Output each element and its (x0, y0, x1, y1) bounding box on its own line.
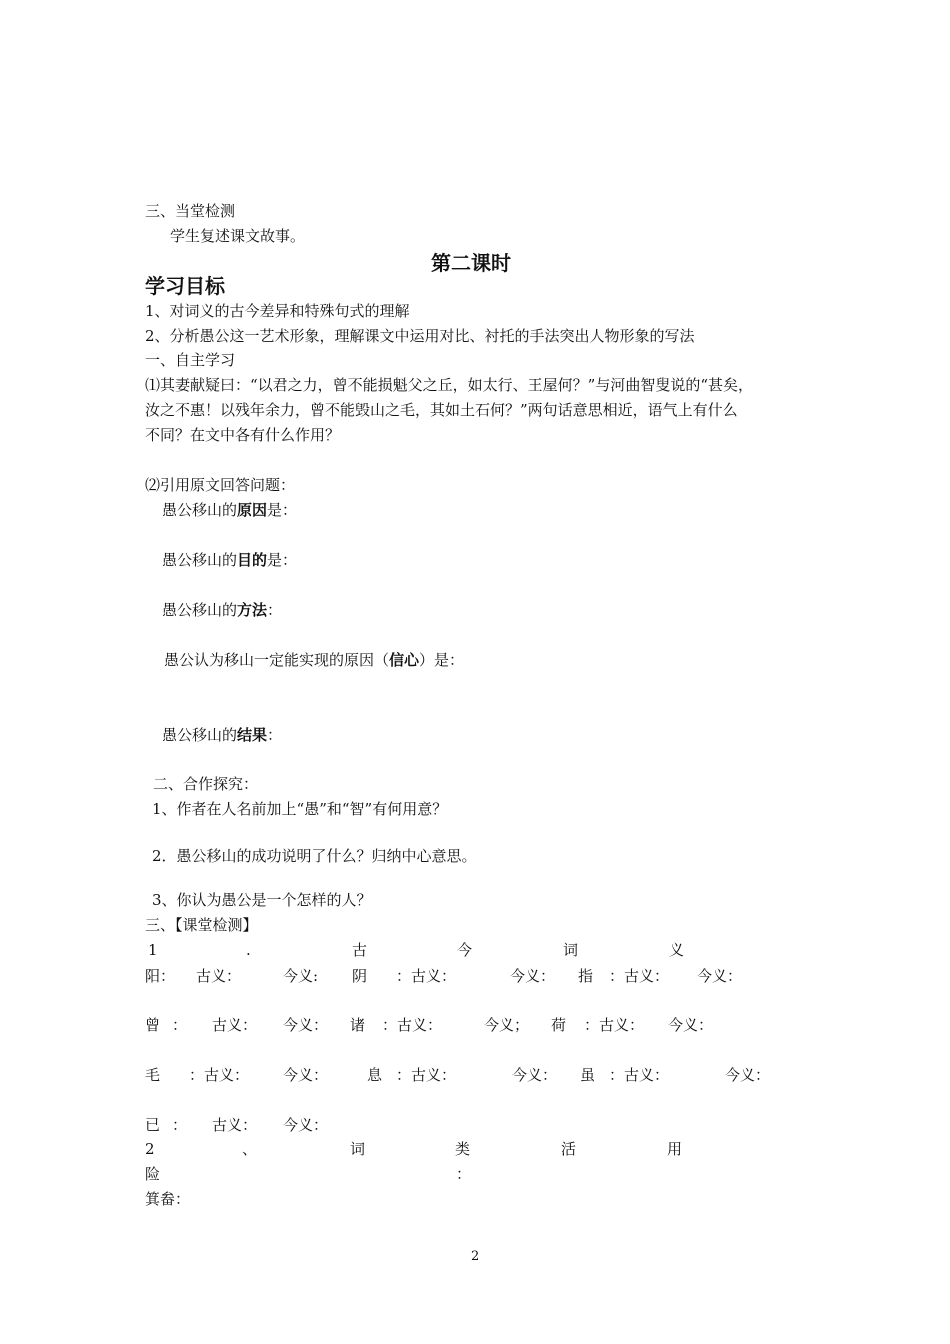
q2-item-reason (162, 500, 297, 520)
lesson-title: 第二课时 (431, 251, 511, 275)
gujin-cell: 今义： (725, 1066, 771, 1084)
cilei-header-char: 、 (242, 1140, 258, 1158)
gujin-cell: ： (172, 1116, 188, 1134)
gujin-header-char: 古 (352, 941, 368, 959)
gujin-cell: 今义； (484, 1016, 530, 1034)
q1-line-2: 汝之不惠！以残年余力，曾不能毁山之毛，其如土石何？”两句话意思相近，语气上有什么 (145, 401, 738, 419)
q2-item-post: ： (267, 601, 283, 619)
gujin-cell: ：古义： (189, 1066, 250, 1084)
q2-item-post: 是： (267, 551, 298, 569)
gujin-cell: 今义： (512, 1066, 558, 1084)
goal-2: 2、分析愚公这一艺术形象，理解课文中运用对比、衬托的手法突出人物形象的写法 (145, 327, 695, 345)
gujin-cell: 曾 (145, 1016, 161, 1034)
cilei-item: 险 (145, 1165, 161, 1183)
gujin-cell: 今义: (283, 967, 319, 985)
q1-line-3: 不同？在文中各有什么作用？ (145, 426, 341, 444)
gujin-cell: ：古义： (609, 967, 670, 985)
gujin-header-char: . (246, 941, 251, 959)
section3-title: 三、当堂检测 (145, 202, 236, 220)
goal-1: 1、对词义的古今差异和特殊句式的理解 (145, 302, 410, 320)
page-number: 2 (471, 1249, 480, 1264)
cilei-header-char: 类 (455, 1140, 471, 1158)
gujin-cell: 指 (578, 967, 594, 985)
q2-item-bold: 方法 (237, 601, 268, 619)
gujin-cell: 今义： (283, 1016, 329, 1034)
q2-item-pre: 愚公认为移山一定能实现的原因（ (164, 651, 390, 669)
q2-item-bold: 信心 (389, 651, 420, 669)
coop-question-2: 2．愚公移山的成功说明了什么？归纳中心意思。 (152, 847, 477, 865)
q2-item-post: ）是： (419, 651, 465, 669)
gujin-cell: 今义： (697, 967, 743, 985)
gujin-cell: 毛 (145, 1066, 161, 1084)
gujin-header-char: 义 (669, 941, 685, 959)
gujin-header-char: 词 (563, 941, 579, 959)
gujin-cell: ：古义： (609, 1066, 670, 1084)
q2-item-purpose (162, 550, 297, 570)
gujin-cell: 诸 (350, 1016, 366, 1034)
q2-item-pre: 愚公移山的 (162, 726, 238, 744)
gujin-cell: ：古义： (382, 1016, 443, 1034)
section3-text: 学生复述课文故事。 (170, 227, 306, 245)
gujin-cell: 古义： (212, 1116, 258, 1134)
cilei-header-char: 用 (667, 1140, 683, 1158)
q1-line-1: ⑴其妻献疑曰：“以君之力，曾不能损魁父之丘，如太行、王屋何？”与河曲智叟说的“甚矣， (145, 376, 754, 394)
gujin-cell: 今义： (283, 1066, 329, 1084)
coop-title: 二、合作探究： (153, 775, 259, 793)
gujin-cell: 今义： (510, 967, 556, 985)
gujin-cell: ：古义： (396, 1066, 457, 1084)
gujin-cell: ： (172, 1016, 188, 1034)
gujin-cell: 古义： (196, 967, 242, 985)
goals-heading: 学习目标 (145, 274, 225, 298)
q2-item-method (162, 600, 282, 620)
gujin-cell: 荷 (551, 1016, 567, 1034)
q2-item-pre: 愚公移山的 (162, 601, 238, 619)
q2-item-post: ： (267, 726, 283, 744)
check-title: 三、【课堂检测】 (145, 916, 258, 934)
gujin-header-char: 今 (457, 941, 473, 959)
cilei-header-char: 活 (561, 1140, 577, 1158)
q2-item-bold: 目的 (237, 551, 268, 569)
q2-item-result (162, 725, 282, 745)
cilei-item-colon: ： (456, 1165, 472, 1183)
gujin-cell: 阳： (145, 967, 176, 985)
q2-title: ⑵引用原文回答问题： (145, 476, 296, 494)
q2-item-bold: 结果 (237, 726, 268, 744)
gujin-cell: 阴 (352, 967, 368, 985)
q2-item-post: 是： (267, 501, 298, 519)
cilei-item: 箕畚： (145, 1190, 191, 1208)
q2-item-pre: 愚公移山的 (162, 551, 238, 569)
gujin-cell: 古义： (212, 1016, 258, 1034)
gujin-cell: ：古义： (396, 967, 457, 985)
gujin-cell: 虽 (580, 1066, 596, 1084)
q2-item-confidence (164, 650, 464, 670)
gujin-header-char: 1 (148, 941, 158, 959)
coop-question-3: 3、你认为愚公是一个怎样的人？ (152, 891, 372, 909)
gujin-cell: 息 (367, 1066, 383, 1084)
cilei-header-char: 2 (145, 1140, 155, 1158)
coop-question-1: 1、作者在人名前加上“愚”和“智”有何用意？ (152, 800, 448, 818)
gujin-cell: 今义： (283, 1116, 329, 1134)
cilei-header-char: 词 (350, 1140, 366, 1158)
self-study-title: 一、自主学习 (145, 351, 236, 369)
q2-item-pre: 愚公移山的 (162, 501, 238, 519)
gujin-cell: 今义： (668, 1016, 714, 1034)
gujin-cell: ：古义： (584, 1016, 645, 1034)
q2-item-bold: 原因 (237, 501, 268, 519)
gujin-cell: 已 (145, 1116, 161, 1134)
